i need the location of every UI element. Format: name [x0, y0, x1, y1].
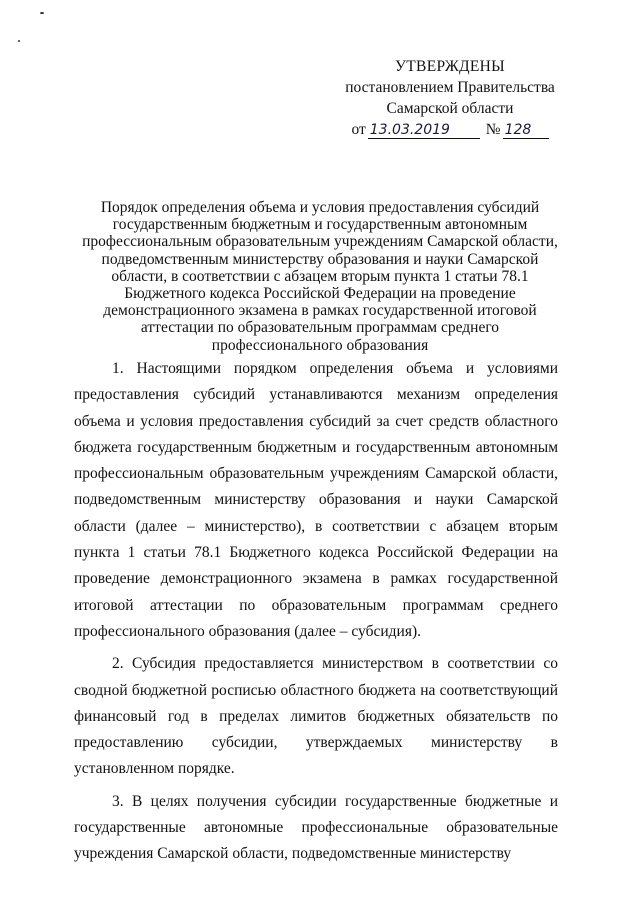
number-prefix: №	[485, 121, 501, 138]
approval-block	[330, 56, 570, 140]
document-body	[74, 356, 558, 874]
paragraph-3: 3. В целях получения субсидии государственные бюджетные и государственные автономные профессиональные образовательные учреждения Самарской области, подведомственные министерству	[74, 792, 558, 863]
approval-line-1: постановлением Правительства	[345, 79, 555, 96]
handwritten-date: 13.03.2019	[368, 122, 480, 139]
approval-heading: УТВЕРЖДЕНЫ	[395, 58, 505, 75]
scan-speck	[18, 40, 20, 42]
approval-line-2: Самарской области	[386, 100, 514, 117]
date-prefix: от	[351, 121, 366, 138]
paragraph-2: 2. Субсидия предоставляется министерством в соответствии со сводной бюджетной росписью областного бюджета на соответствующий финансовый год в пределах лимитов бюджетных обязательств по предоставлению субсидии, утверждаемых министерству в установленном порядке.	[74, 655, 558, 778]
scan-speck	[40, 12, 44, 14]
paragraph-1: 1. Настоящими порядком определения объема и условиями предоставления субсидий устанавливаются механизм определения объема и условия предоставления субсидий за счет средств областного бюджета государственным бюджетным и государственным автономным профессиональным образовательным учреждениям Самарской области, подведомственным министерству образования и науки Самарской области (далее – министерство), в соответствии с абзацем вторым пункта 1 статьи 78.1 Бюджетного кодекса Российской Федерации на проведение демонстрационного экзамена в рамках государственной итоговой аттестации по образовательным программам среднего профессионального образования (далее – субсидия).	[74, 360, 558, 640]
handwritten-number: 128	[503, 122, 549, 139]
document-title: Порядок определения объема и условия предоставления субсидий государственным бюджетным и государственным автономным профессиональным образовательным учреждениям Самарской области, подведомственным министерству образования и науки Самарской области, в соответствии с абзацем вторым пункта 1 статьи 78.1 Бюджетного кодекса Российской Федерации на проведение демонстрационного экзамена в рамках государственной итоговой аттестации по образовательным программам среднего профессионального образования	[82, 199, 558, 354]
approval-date-line	[330, 119, 570, 140]
